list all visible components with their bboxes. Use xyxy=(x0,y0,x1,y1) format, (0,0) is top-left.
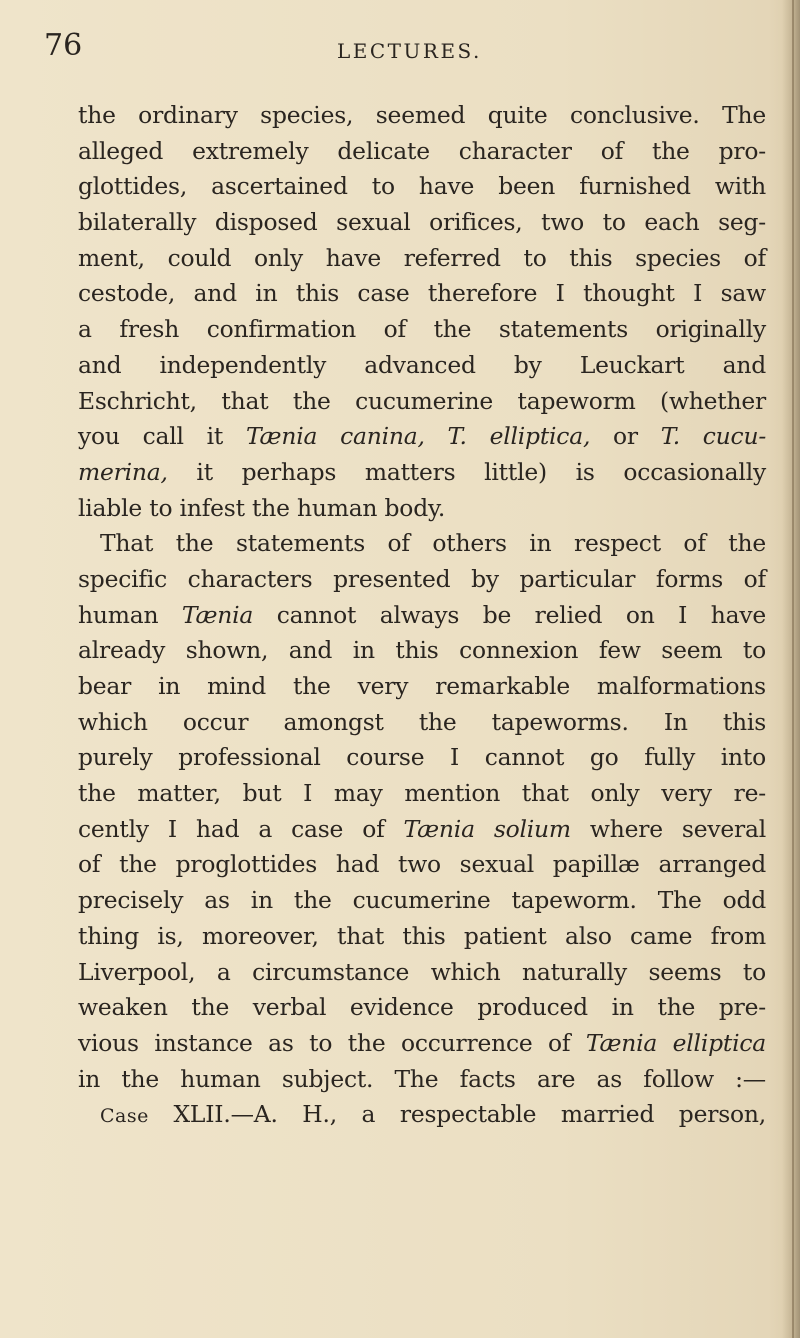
species-name: Tænia solium xyxy=(403,814,571,843)
page-edge-shadow xyxy=(782,0,800,1338)
text-line: That the statements of others in respect of the xyxy=(100,529,766,558)
text-segment: you call it xyxy=(78,422,246,451)
text-segment: vious instance as to the occurrence of xyxy=(78,1028,586,1057)
text-line: cestode, and in this case therefore I thought I saw xyxy=(78,279,766,308)
body-text xyxy=(78,98,766,1133)
text-line: already shown, and in this connexion few seem to xyxy=(78,636,766,665)
text-line: weaken the verbal evidence produced in the pre- xyxy=(78,993,766,1022)
text-line: of the proglottides had two sexual papillæ arranged xyxy=(78,850,766,879)
text-segment: cannot always be relied on I have xyxy=(253,600,766,629)
text-line: precisely as in the cucumerine tapeworm. The odd xyxy=(78,886,766,915)
text-line: in the human subject. The facts are as follow :— xyxy=(78,1064,766,1093)
text-segment: XLII.—A. H., a respectable married person, xyxy=(148,1100,766,1129)
text-line: alleged extremely delicate character of the pro- xyxy=(78,136,766,165)
text-segment: human xyxy=(78,600,182,629)
text-line: thing is, moreover, that this patient also came from xyxy=(78,921,766,950)
species-name: merina, xyxy=(78,457,168,486)
text-line xyxy=(78,455,766,491)
text-line xyxy=(78,419,766,455)
text-line: Eschricht, that the cucumerine tapeworm (whether xyxy=(78,386,766,415)
text-line: the matter, but I may mention that only very re- xyxy=(78,779,766,808)
text-line: liable to infest the human body. xyxy=(78,493,446,522)
text-line: glottides, ascertained to have been furnished with xyxy=(78,172,766,201)
species-name: Tænia elliptica xyxy=(585,1028,767,1057)
page-header xyxy=(44,26,764,76)
text-line: ment, could only have referred to this species of xyxy=(78,243,766,272)
species-name: T. cucu- xyxy=(660,422,767,451)
text-line: the ordinary species, seemed quite conclusive. The xyxy=(78,101,766,129)
text-segment: it perhaps matters little) is occasionally xyxy=(167,457,766,486)
case-label: Case xyxy=(100,1105,149,1128)
text-line: bear in mind the very remarkable malformations xyxy=(78,672,766,700)
text-segment: cently I had a case of xyxy=(78,814,404,843)
text-segment: where several xyxy=(570,814,766,843)
species-name: Tænia canina, T. elliptica, xyxy=(245,422,591,451)
text-line xyxy=(78,598,766,634)
running-title: LECTURES. xyxy=(337,39,482,63)
text-line xyxy=(78,1097,766,1133)
text-line: purely professional course I cannot go fully into xyxy=(78,743,766,772)
page-edge-line xyxy=(792,0,794,1338)
text-segment: or xyxy=(590,422,661,451)
page-number: 76 xyxy=(44,28,83,63)
text-line: bilaterally disposed sexual orifices, two to each seg- xyxy=(78,208,766,237)
text-line xyxy=(78,1026,766,1062)
text-line: specific characters presented by particular forms of xyxy=(78,564,766,593)
species-name: Tænia xyxy=(181,600,254,629)
text-line xyxy=(78,812,766,848)
text-line: which occur amongst the tapeworms. In this xyxy=(78,707,766,736)
text-line: and independently advanced by Leuckart and xyxy=(78,350,766,379)
text-line: Liverpool, a circumstance which naturally seems to xyxy=(78,957,766,986)
text-line: a fresh confirmation of the statements originally xyxy=(78,315,766,344)
